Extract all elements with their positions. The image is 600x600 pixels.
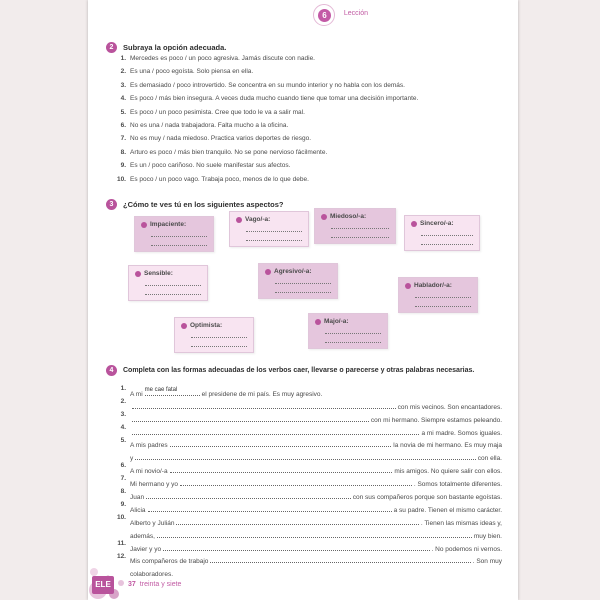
section-3-title: ¿Cómo te ves tú en los siguientes aspectos? [123,200,284,209]
note-label-text: Optimista: [190,322,223,329]
item-suffix: muy bien. [473,532,502,540]
item-prefix: Mis compañeros de trabajo [130,558,209,566]
lesson-badge [313,4,335,26]
list-item [112,385,502,398]
list-item [112,68,502,81]
answer-line[interactable] [331,220,389,229]
item-number: 9. [120,501,126,509]
bullet-icon [315,319,321,325]
item-suffix: . Son muy [472,558,502,566]
list-item [112,553,502,566]
blank-field[interactable] [145,388,200,396]
bullet-icon [411,221,417,227]
item-suffix: . Somos totalmente diferentes. [413,481,502,489]
note-label-text: Impaciente: [150,221,187,228]
item-prefix: Alicia [130,506,146,514]
item-suffix: la novia de mi hermano. Es muy maja [393,442,502,450]
ele-logo: ELE [92,576,114,594]
note-label [141,221,207,228]
list-item [112,501,502,514]
item-suffix: con mi hermano. Siempre estamos peleando. [370,416,502,424]
list-item [112,437,502,450]
note-label-text: Hablador/-a: [414,282,452,289]
item-sentence: Es demasiado / poco introvertido. Se concentra en su mundo interior y no habla con los demás. [130,81,405,89]
list-item [112,475,502,488]
blank-field[interactable] [146,498,351,499]
list-item [112,82,502,95]
section-4-title: Completa con las formas adecuadas de los verbos caer, llevarse o parecerse y otras palabras necesarias. [123,367,475,374]
note-label [181,322,247,329]
note-label [135,270,201,277]
item-suffix: con sus compañeros porque son bastante egoístas. [352,494,502,502]
answer-line[interactable] [145,277,201,286]
item-number: 6. [120,462,126,470]
item-number: 7. [120,135,126,143]
answer-line[interactable] [421,227,473,236]
section-4-number: 4 [106,365,117,376]
blank-field[interactable] [132,434,419,435]
item-prefix: A mis padres [130,442,168,450]
answer-line[interactable] [275,284,331,293]
sticky-note[interactable] [258,263,338,299]
blank-field[interactable] [170,472,393,473]
blank-field[interactable] [180,485,412,486]
item-number [112,449,126,462]
blank-field[interactable] [157,537,472,538]
page-number: 37 [128,581,136,588]
item-sentence: No es una / nada trabajadora. Falta mucho a la oficina. [130,121,289,129]
item-number: 3. [120,410,126,418]
note-label-text: Majo/-a: [324,318,349,325]
section-3-number: 3 [106,199,117,210]
item-sentence: No es muy / nada miedoso. Practica varios deportes de riesgo. [130,135,312,143]
item-suffix: a su padre. Tienen el mismo carácter. [393,506,502,514]
sticky-note[interactable] [229,211,309,247]
bullet-icon [405,283,411,289]
list-item [112,122,502,135]
item-sentence: Es poco / más bien insegura. A veces duda mucho cuando tiene que tomar una decisión importante. [130,95,419,103]
note-label [321,213,389,220]
section-2-heading [106,42,226,53]
sticky-note[interactable] [404,215,480,251]
item-sentence: Arturo es poco / más bien tranquilo. No se pone nervioso fácilmente. [130,148,328,156]
page-number-words: treinta y siete [139,581,182,588]
blank-field[interactable] [170,446,392,447]
item-sentence: Es una / poco egoísta. Solo piensa en ella. [130,68,254,76]
blank-field[interactable] [132,421,369,422]
item-number: 9. [120,162,126,170]
answer-line[interactable] [275,275,331,284]
item-prefix: Javier y yo [130,545,162,553]
list-item [112,135,502,148]
item-number [112,527,126,540]
note-label-text: Sincero/-a: [420,220,454,227]
item-number: 4. [120,95,126,103]
answer-line[interactable] [325,334,381,343]
item-sentence: Es poco / un poco vago. Trabaja poco, menos de lo que debe. [130,175,309,183]
sticky-note[interactable] [128,265,208,301]
list-item [112,514,502,527]
sticky-note[interactable] [134,216,214,252]
list-item [112,565,502,578]
answer-line[interactable] [246,223,302,232]
item-number: 10. [116,175,126,183]
bullet-icon [321,214,327,220]
item-sentence: Es poco / un poco pesimista. Cree que todo le va a salir mal. [130,108,305,116]
corner-decoration [88,550,158,600]
section-4-list [112,385,502,578]
item-number: 8. [120,488,126,496]
list-item [112,398,502,411]
note-label-text: Miedoso/-a: [330,213,367,220]
note-label-text: Sensible: [144,270,173,277]
list-item [112,109,502,122]
answer-line[interactable] [421,236,473,245]
item-prefix: colaboradores. [130,571,173,579]
item-prefix: además, [130,532,155,540]
section-2-title: Subraya la opción adecuada. [123,43,227,52]
item-prefix: y [130,455,134,463]
list-item [112,540,502,553]
list-item [112,162,502,175]
blank-field[interactable] [132,408,396,409]
bullet-icon [265,269,271,275]
answer-line[interactable] [331,229,389,238]
list-item [112,462,502,475]
item-prefix: Juan [130,494,145,502]
answer-line[interactable] [325,325,381,334]
note-label-text: Vago/-a: [245,216,271,223]
bullet-icon [236,217,242,223]
section-2-number: 2 [106,42,117,53]
answer-line[interactable] [415,289,471,298]
list-item [112,411,502,424]
note-label [405,282,471,289]
item-number: 5. [120,436,126,444]
item-number: 11. [117,539,126,547]
bullet-icon [141,222,147,228]
list-item [112,149,502,162]
sticky-note[interactable] [174,317,254,353]
note-label-text: Agresivo/-a: [274,268,312,275]
item-number: 1. [120,385,126,392]
list-item [112,449,502,462]
blank-field[interactable] [135,459,476,460]
list-item [112,527,502,540]
list-item [112,55,502,68]
item-prefix: A mi novio/-a [130,468,168,476]
list-item [112,95,502,108]
section-2-list [112,55,502,189]
section-3-heading [106,199,283,210]
item-sentence: Es un / poco cariñoso. No suele manifestar sus afectos. [130,162,291,170]
note-label [236,216,302,223]
answer-line[interactable] [151,237,207,246]
answer-line[interactable] [191,338,247,347]
item-number: 6. [120,121,126,129]
item-suffix: a mi madre. Somos iguales. [421,429,502,437]
item-prefix: Mi hermano y yo [130,481,179,489]
blank-field[interactable] [163,550,429,551]
blank-field[interactable] [148,511,392,512]
item-suffix: . No podemos ni vernos. [431,545,502,553]
answer-line[interactable] [246,232,302,241]
blank-field[interactable] [176,524,418,525]
item-number: 10. [116,513,126,521]
item-number: 1. [120,55,126,62]
item-suffix: con mis vecinos. Son encantadores. [397,403,502,411]
note-label [411,220,473,227]
answer-line[interactable] [191,329,247,338]
blank-field[interactable] [210,562,470,563]
sticky-note[interactable] [314,208,396,244]
item-number: 4. [120,423,126,431]
answer-line[interactable] [151,228,207,237]
item-suffix: con ella. [477,455,502,463]
lesson-number: 6 [318,9,331,22]
item-number: 7. [120,475,126,483]
item-number: 5. [120,108,126,116]
answer-line[interactable] [145,286,201,295]
lesson-label: Lección [343,10,368,17]
item-suffix: . Tienen las mismas ideas y, [420,519,502,527]
handwritten-answer: me cae fatal [144,386,178,393]
item-sentence: Mercedes es poco / un poco agresiva. Jamás discute con nadie. [130,55,315,62]
item-prefix: A mi [130,390,143,398]
bullet-icon [181,323,187,329]
note-label [315,318,381,325]
bullet-icon [135,271,141,277]
answer-line[interactable] [415,298,471,307]
item-number: 2. [120,68,126,76]
section-4-heading [106,365,506,376]
item-suffix: mis amigos. No quiere salir con ellos. [394,468,502,476]
sticky-note[interactable] [308,313,388,349]
list-item [112,424,502,437]
item-number: 8. [120,148,126,156]
list-item [112,488,502,501]
item-number: 3. [120,81,126,89]
item-suffix: el presidene de mi país. Es muy agresivo. [201,390,323,398]
list-item [112,176,502,189]
workbook-page [88,0,518,600]
item-number: 12. [116,552,126,560]
page-footer [128,581,181,588]
item-prefix: Alberto y Julián [130,519,175,527]
sticky-note[interactable] [398,277,478,313]
item-number: 2. [120,397,126,405]
note-label [265,268,331,275]
